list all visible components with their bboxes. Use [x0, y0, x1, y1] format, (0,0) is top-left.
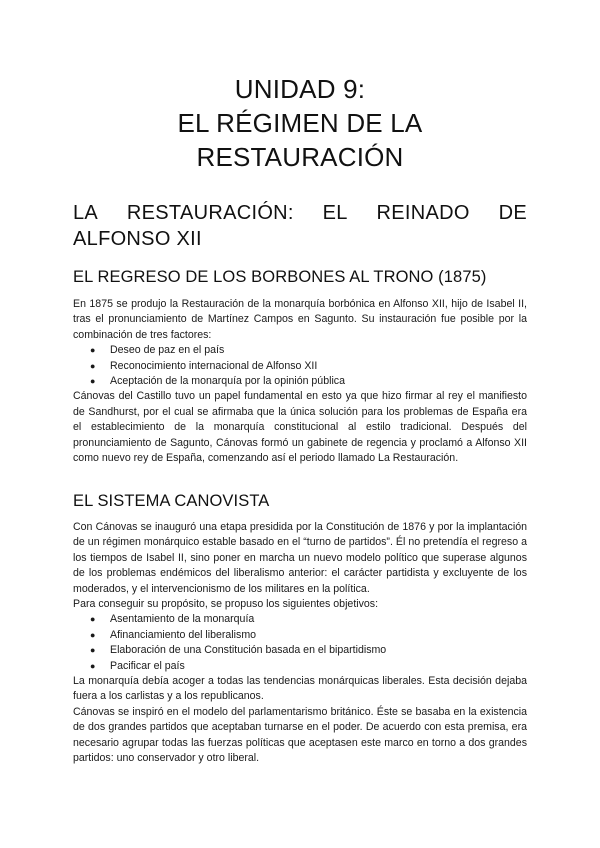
- section-heading-line2: ALFONSO XII: [73, 228, 202, 250]
- section-heading-word: DE: [498, 202, 527, 224]
- bullet-icon: ●: [90, 645, 96, 656]
- canovista-paragraph: Para conseguir su propósito, se propuso los siguientes objetivos:: [73, 598, 379, 611]
- list-item: ● Reconocimiento internacional de Alfonso XII: [110, 359, 527, 374]
- bullet-icon: ●: [90, 345, 96, 356]
- section-heading-word: REINADO: [376, 202, 470, 224]
- canovista-body: [73, 520, 527, 767]
- canovista-paragraph: Con Cánovas se inauguró una etapa presidida por la Constitución de 1876 y por la implantación de un régimen monárquico estable basado en el “turno de partidos”. Él no pretendía el regreso a los tiempos de Isabel II, sino poner en marcha un nuevo modelo político que superase algunos de los problemas endémicos del liberalismo anterior: el carácter partidista y excluyente de los moderados, y el intervencionismo de los militares en la política.: [73, 521, 527, 595]
- bullet-icon: ●: [90, 614, 96, 625]
- list-item: ● Afinanciamiento del liberalismo: [110, 628, 527, 643]
- bullet-icon: ●: [90, 360, 96, 371]
- unit-title-line3: RESTAURACIÓN: [196, 142, 404, 172]
- unit-title: [73, 72, 527, 174]
- bullet-icon: ●: [90, 376, 96, 387]
- factors-list: [73, 343, 527, 389]
- canovista-paragraph: Cánovas se inspiró en el modelo del parlamentarismo británico. Éste se basaba en la existencia de dos grandes partidos que aceptaban turnarse en el poder. De acuerdo con esta premisa, era necesario agrupar todas las fuerzas políticas que aceptasen este marco en torno a dos grandes partidos: uno conservador y otro liberal.: [73, 705, 527, 765]
- regreso-body: [73, 297, 527, 466]
- subheading-canovista: EL SISTEMA CANOVISTA: [73, 492, 270, 510]
- list-item: ● Deseo de paz en el país: [110, 343, 527, 358]
- unit-title-line2: EL RÉGIMEN DE LA: [177, 108, 423, 138]
- bullet-icon: ●: [90, 660, 96, 671]
- unit-title-line1: UNIDAD 9:: [234, 74, 366, 104]
- section-heading-line1: [73, 200, 527, 226]
- objectives-list: [73, 612, 527, 674]
- section-heading-word: EL: [322, 202, 348, 224]
- section-heading-word: RESTAURACIÓN:: [126, 202, 294, 224]
- list-item: ● Aceptación de la monarquía por la opinión pública: [110, 374, 527, 389]
- list-item: ● Asentamiento de la monarquía: [110, 612, 527, 627]
- list-item: ● Elaboración de una Constitución basada en el bipartidismo: [110, 643, 527, 658]
- bullet-icon: ●: [90, 629, 96, 640]
- canovista-paragraph: La monarquía debía acoger a todas las tendencias monárquicas liberales. Esta decisión dejaba fuera a los carlistas y a los republicanos.: [73, 675, 527, 703]
- subheading-regreso: EL REGRESO DE LOS BORBONES AL TRONO (1875): [73, 268, 487, 286]
- section-heading-word: LA: [73, 202, 99, 224]
- regreso-paragraph: Cánovas del Castillo tuvo un papel fundamental en esto ya que hizo firmar al rey el manifiesto de Sandhurst, por el cual se afirmaba que la única solución para los problemas de España era el establecimiento de la monarquía constitucional al estilo tradicional. Después del pronunciamiento de Sagunto, Cánovas formó un gabinete de regencia y proclamó a Alfonso XII como nuevo rey de España, comenzando así el periodo llamado La Restauración.: [73, 390, 527, 465]
- regreso-intro: En 1875 se produjo la Restauración de la monarquía borbónica en Alfonso XII, hijo de Isabel II, tras el pronunciamiento de Martínez Campos en Sagunto. Su instauración fue posible por la combinación de tres factores:: [73, 298, 527, 341]
- section-heading: [73, 200, 527, 252]
- list-item: ● Pacificar el país: [110, 659, 527, 674]
